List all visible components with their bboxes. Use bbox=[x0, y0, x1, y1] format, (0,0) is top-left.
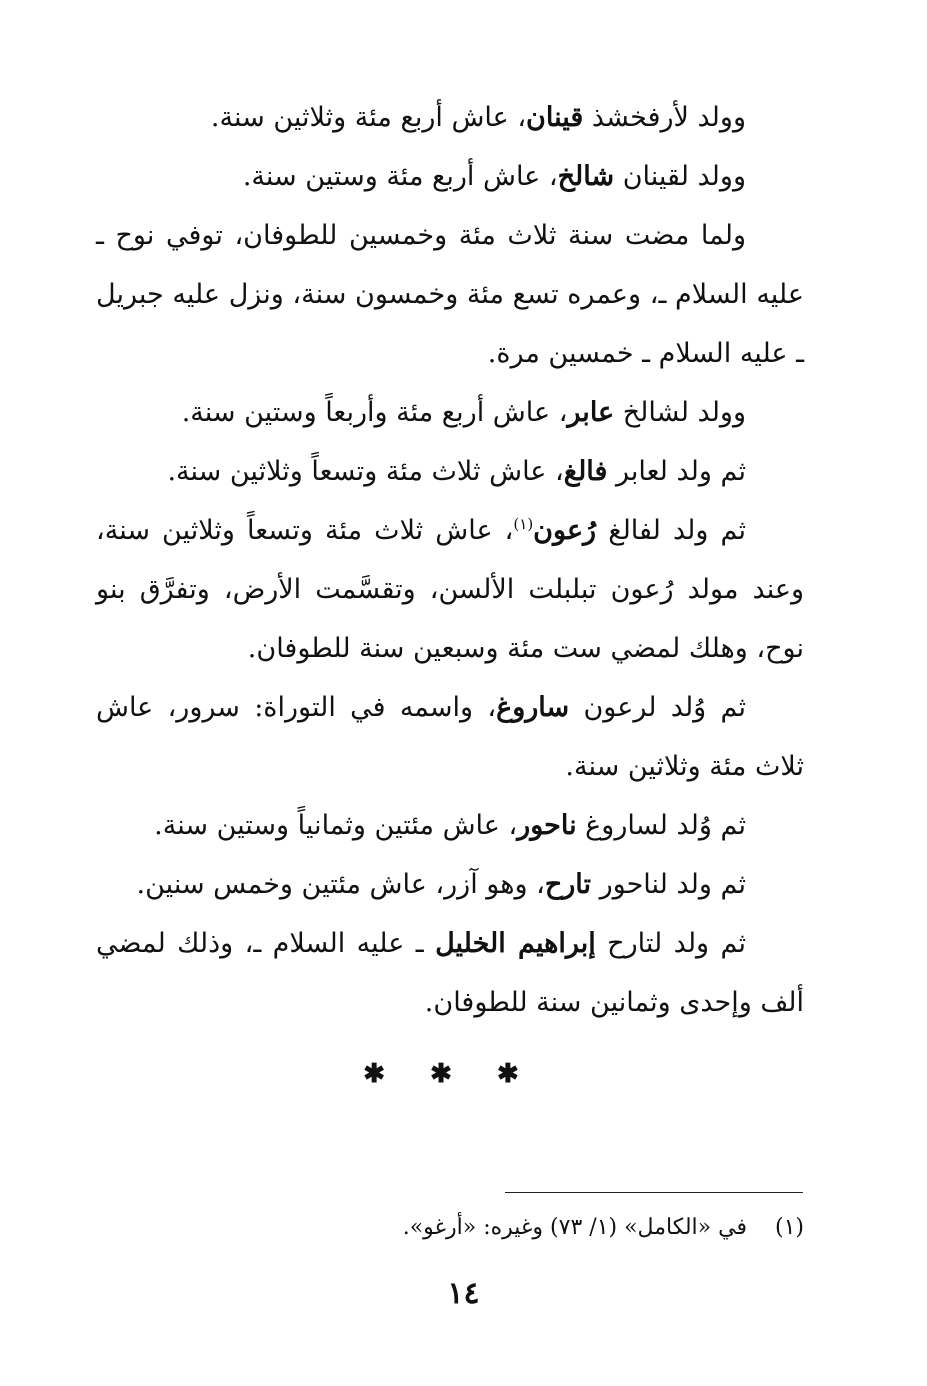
person-name: شالخ bbox=[557, 161, 615, 192]
paragraph-text: ، عاش ثلاث مئة وتسعاً وثلاثين سنة. bbox=[167, 456, 564, 487]
paragraph-8 bbox=[96, 796, 804, 855]
footnote-number: (١) bbox=[774, 1215, 804, 1240]
person-name: تارح bbox=[544, 869, 592, 900]
paragraph-text: ثم ولد لتارح bbox=[595, 928, 746, 959]
paragraph-1 bbox=[96, 88, 804, 147]
paragraph-7 bbox=[96, 678, 804, 796]
paragraph-3 bbox=[96, 206, 804, 383]
footnote-text: في «الكامل» (١/ ٧٣) وغيره: «أرغو». bbox=[402, 1215, 747, 1240]
page-number: ١٤ bbox=[447, 1276, 480, 1311]
paragraph-9 bbox=[96, 855, 804, 914]
person-name: إبراهيم الخليل bbox=[435, 928, 596, 959]
paragraph-text: ، واسمه في التوراة: سرور، عاش ثلاث مئة وثلاثين سنة. bbox=[96, 692, 804, 782]
paragraph-text: وولد لأرفخشذ bbox=[583, 102, 746, 133]
person-name: فالغ bbox=[563, 456, 608, 487]
paragraph-text: ، عاش أربع مئة وستين سنة. bbox=[242, 161, 558, 192]
paragraph-text: ثم وُلد لساروغ bbox=[576, 810, 746, 841]
paragraph-4 bbox=[96, 383, 804, 442]
paragraph-text: وولد لشالخ bbox=[614, 397, 746, 428]
paragraph-2 bbox=[96, 147, 804, 206]
paragraph-text: ، عاش ثلاث مئة وتسعاً وثلاثين سنة، وعند مولد رُعون تبلبلت الألسن، وتقسَّمت الأرض، وتفرَّق بنو نوح، وهلك لمضي ست مئة وسبعين سنة للطوفان. bbox=[96, 515, 804, 664]
paragraph-text: ثم وُلد لرعون bbox=[569, 692, 746, 723]
person-name: رُعون bbox=[533, 515, 597, 546]
paragraph-text: ، عاش أربع مئة وثلاثين سنة. bbox=[210, 102, 527, 133]
person-name: عابر bbox=[567, 397, 615, 428]
paragraph-text: ثم ولد لناحور bbox=[591, 869, 746, 900]
paragraph-text: ـ عليه السلام ـ، وذلك لمضي ألف وإحدى وثمانين سنة للطوفان. bbox=[96, 928, 804, 1018]
paragraph-5 bbox=[96, 442, 804, 501]
paragraph-text: ، عاش أربع مئة وأربعاً وستين سنة. bbox=[181, 397, 568, 428]
person-name: قينان bbox=[526, 102, 584, 133]
person-name: ناحور bbox=[517, 810, 577, 841]
paragraph-text: ، وهو آزر، عاش مئتين وخمس سنين. bbox=[136, 869, 545, 900]
paragraph-text: وولد لقينان bbox=[614, 161, 746, 192]
footnote-divider bbox=[505, 1192, 803, 1193]
paragraph-text: ثم ولد لفالغ bbox=[596, 515, 746, 546]
footnote-marker[interactable]: (١) bbox=[513, 515, 534, 533]
page-body bbox=[96, 88, 804, 1094]
paragraph-text: ثم ولد لعابر bbox=[607, 456, 746, 487]
paragraph-text: ، عاش مئتين وثمانياً وستين سنة. bbox=[154, 810, 518, 841]
footnote bbox=[96, 1210, 804, 1246]
person-name: ساروغ bbox=[496, 692, 570, 723]
section-separator: ✱ ✱ ✱ bbox=[363, 1059, 537, 1089]
paragraph-10 bbox=[96, 914, 804, 1032]
paragraph-6 bbox=[96, 501, 804, 678]
paragraph-text: ولما مضت سنة ثلاث مئة وخمسين للطوفان، توفي نوح ـ عليه السلام ـ، وعمره تسع مئة وخمسون سنة، ونزل عليه جبريل ـ عليه السلام ـ خمسين مرة. bbox=[96, 220, 804, 369]
